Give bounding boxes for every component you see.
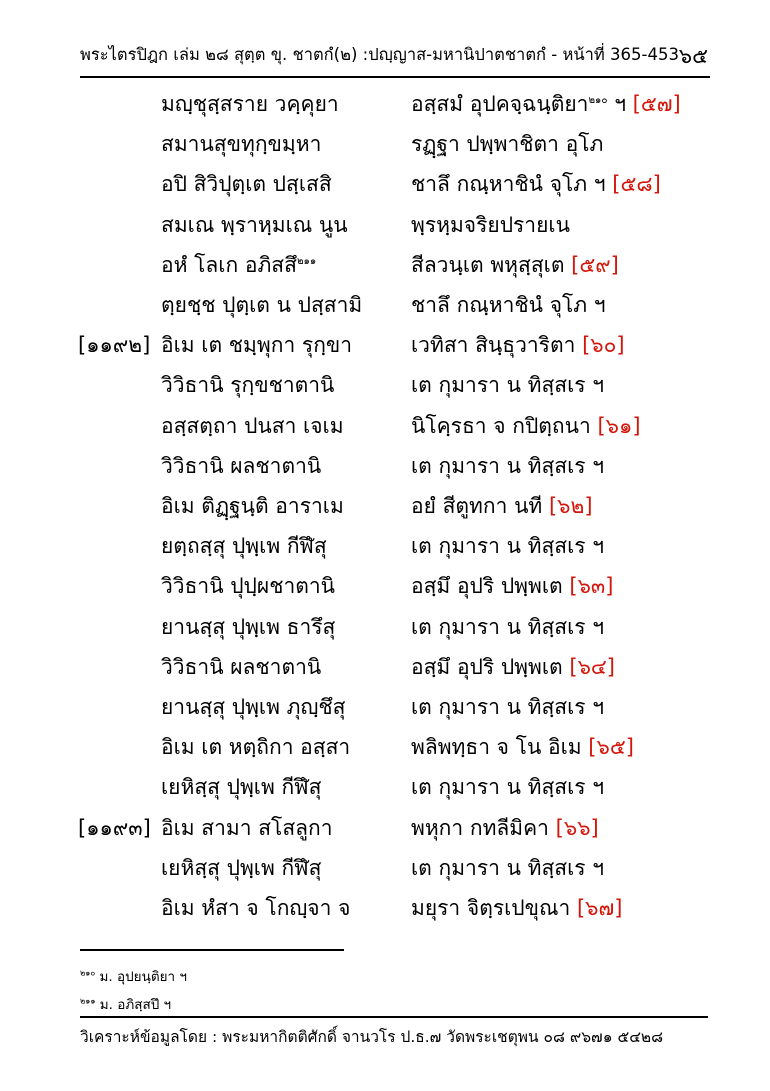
verse-first-half — [161, 771, 321, 804]
verse-second-half-text: สีลวนฺเต พหุสฺสุเต — [411, 252, 565, 277]
verse-first-half — [161, 209, 348, 242]
verse-number: [๖๖] — [555, 815, 599, 840]
verse-first-half — [161, 611, 335, 644]
verse-first-half-text: ยานสฺสุ ปุพฺเพ ภุญฺชึสุ — [161, 695, 346, 719]
verse-first-half-text: สมานสุขทุกฺขมฺหา — [161, 132, 322, 157]
footnote-mark: ๒๑๑ — [80, 996, 96, 1006]
verse-row — [0, 570, 770, 610]
verse-number: [๖๓] — [569, 574, 614, 599]
verse-second-half-text: พลิพทฺธา จ โน อิเม — [411, 735, 582, 760]
footnote-reference: ๒๑๐ — [588, 95, 608, 106]
verse-first-half-text: วิวิธานิ ปุปฺผชาตานิ — [161, 574, 336, 599]
verse-row — [0, 490, 770, 530]
verse-first-half-text: ยตฺถสฺสุ ปุพฺเพ กีฬึสุ — [161, 534, 327, 559]
header-title: พระไตรปิฎก เล่ม ๒๘ สุตฺต ขุ. ชาตกํ(๒) :ปญฺญาส-มหานิปาตชาตกํ - หน้าที่ 365-453 — [80, 45, 679, 64]
verse-second-half-text: รฏฺฐา ปพฺพาชิตา อุโภ — [411, 132, 604, 157]
verse-first-half-text: อสฺสตฺถา ปนสา เจเม — [161, 413, 344, 438]
verse-row — [0, 771, 770, 811]
verse-second-half — [411, 168, 661, 201]
verse-first-half — [161, 892, 350, 925]
verse-number: [๖๕] — [588, 735, 634, 760]
page-footer — [80, 1016, 708, 1048]
verse-first-half-text: อปิ สิวิปุตฺเต ปสฺเสสิ — [161, 172, 332, 197]
verse-row — [0, 731, 770, 771]
verse-row — [0, 369, 770, 409]
verse-second-half — [411, 410, 641, 443]
verse-number: [๖๐] — [582, 333, 625, 358]
verse-first-half — [161, 731, 350, 764]
verse-first-half — [161, 691, 345, 724]
verse-first-half — [161, 249, 316, 282]
verse-end-mark: ฯ — [607, 92, 626, 116]
verse-first-half-text: อหํ โลเก อภิสสึ — [161, 252, 297, 277]
verse-first-half — [161, 450, 321, 483]
footnote-item — [80, 993, 171, 1015]
page-number: ๖๕ — [678, 44, 708, 68]
verse-first-half-text: อิเม เต หตฺถิกา อสฺสา — [161, 735, 351, 760]
verse-first-half-text: อิเม สามา สโสลูกา — [161, 815, 333, 840]
verse-second-half — [411, 812, 599, 845]
verse-first-half-text: มญฺชุสฺสราย วคฺคุยา — [161, 92, 339, 116]
footnote-divider — [80, 949, 344, 951]
verse-first-half-text: วิวิธานิ ผลชาตานิ — [161, 453, 322, 478]
verse-second-half — [411, 289, 606, 322]
verse-row — [0, 852, 770, 892]
verse-first-half-text: เยหิสฺสุ ปุพฺเพ กีฬึสุ — [161, 775, 322, 800]
verse-row — [0, 530, 770, 570]
footer-text: วิเคราะห์ข้อมูลโดย : พระมหากิตติศักดิ์ จานวโร ป.ธ.๗ วัดพระเชตุพน ๐๘ ๙๖๗๑ ๕๔๒๘ — [80, 1028, 664, 1046]
verse-first-half — [161, 490, 344, 523]
verse-first-half — [161, 410, 344, 443]
verse-second-half — [411, 209, 570, 242]
verse-first-half-text: ตฺยชฺช ปุตฺเต น ปสฺสามิ — [161, 293, 363, 317]
footnote-item — [80, 965, 187, 987]
verse-second-half — [411, 128, 603, 161]
verse-first-half-text: อิเม หํสา จ โกญฺจา จ — [161, 896, 351, 920]
verse-second-half — [411, 530, 604, 563]
verse-row — [0, 651, 770, 691]
verse-second-half — [411, 88, 681, 121]
verse-first-half — [161, 530, 327, 563]
verse-number: [๖๑] — [597, 413, 641, 438]
verse-row — [0, 88, 770, 128]
verse-row — [0, 289, 770, 329]
verse-second-half — [411, 852, 604, 885]
verse-second-half-text: พหุกา กทลีมิคา — [411, 815, 549, 840]
verse-first-half — [161, 88, 339, 121]
verse-second-half-text: อสฺสมํ อุปคจฺฉนฺติยา — [411, 92, 589, 116]
verse-second-half — [411, 570, 613, 603]
verse-first-half-text: วิวิธานิ ผลชาตานิ — [161, 654, 322, 679]
paragraph-number: [๑๑๙๓] — [78, 815, 151, 840]
verse-row — [0, 691, 770, 731]
verse-row — [0, 128, 770, 168]
verse-first-half — [161, 168, 332, 201]
verse-number: [๖๔] — [569, 654, 615, 679]
verse-number: [๕๗] — [632, 92, 681, 116]
verse-second-half-text: นิโคฺรธา จ กปิตฺถนา — [411, 413, 591, 438]
verse-second-half-text: เต กุมารา น ทิสฺสเร ฯ — [411, 453, 605, 478]
footnote-text: ม. อุปยนฺติยา ฯ — [95, 969, 187, 985]
verse-second-half — [411, 450, 604, 483]
verse-second-half-text: เต กุมารา น ทิสฺสเร ฯ — [411, 855, 605, 880]
verse-second-half — [411, 369, 604, 402]
verse-first-half-text: เยหิสฺสุ ปุพฺเพ กีฬึสุ — [161, 855, 322, 880]
verse-second-half-text: อสฺมึ อุปริ ปพฺพเต — [411, 574, 563, 599]
verse-second-half-text: พฺรหฺมจริยปรายเน — [411, 212, 570, 237]
verse-first-half — [161, 128, 321, 161]
footnote-text: ม. อภิสฺสปึ ฯ — [95, 997, 172, 1013]
verse-row — [0, 329, 770, 369]
verse-first-half — [161, 651, 321, 684]
verse-second-half-text: เต กุมารา น ทิสฺสเร ฯ — [411, 695, 605, 719]
verse-row — [0, 611, 770, 651]
verse-second-half-text: อสฺมึ อุปริ ปพฺพเต — [411, 654, 563, 679]
verse-second-half-text: อยํ สีตูทกา นที — [411, 494, 543, 518]
footnote-reference: ๒๑๑ — [296, 255, 317, 267]
verse-number: [๕๘] — [612, 172, 661, 197]
verse-second-half — [411, 651, 615, 684]
verse-first-half — [161, 329, 352, 362]
verse-row — [0, 892, 770, 932]
verse-second-half-text: ชาลึ กณฺหาชินํ จุโภ ฯ — [411, 293, 606, 317]
verse-row — [0, 209, 770, 249]
verse-row — [0, 410, 770, 450]
verse-first-half — [161, 289, 362, 322]
verse-row — [0, 450, 770, 490]
verse-first-half-text: อิเม เต ชมฺพุกา รุกฺขา — [161, 333, 353, 358]
verse-second-half-text: เต กุมารา น ทิสฺสเร ฯ — [411, 614, 605, 639]
page-header — [80, 36, 710, 78]
verse-first-half-text: สมเณ พฺราหฺมเณ นูน — [161, 212, 348, 237]
verse-first-half-text: ยานสฺสุ ปุพฺเพ ธารึสุ — [161, 614, 336, 639]
verse-second-half-text: เต กุมารา น ทิสฺสเร ฯ — [411, 775, 605, 800]
verse-second-half-text: เต กุมารา น ทิสฺสเร ฯ — [411, 534, 605, 559]
verse-number: [๖๒] — [548, 494, 593, 518]
verse-row — [0, 168, 770, 208]
verse-first-half-text: อิเม ติฏฺฐนฺติ อาราเม — [161, 494, 344, 518]
verse-second-half — [411, 249, 619, 282]
verse-second-half — [411, 329, 625, 362]
verse-first-half — [161, 570, 335, 603]
verse-first-half — [161, 369, 334, 402]
verse-row — [0, 812, 770, 852]
verse-first-half — [161, 852, 321, 885]
verse-second-half — [411, 691, 604, 724]
verse-first-half-text: วิวิธานิ รุกฺขชาตานิ — [161, 373, 335, 398]
verse-second-half — [411, 771, 604, 804]
verse-second-half — [411, 611, 604, 644]
verse-number: [๕๙] — [571, 252, 619, 277]
verse-second-half — [411, 490, 593, 523]
verse-second-half-text: เต กุมารา น ทิสฺสเร ฯ — [411, 373, 605, 398]
verse-second-half — [411, 892, 622, 925]
verse-second-half-text: มยุรา จิตฺรเปขุณา — [411, 896, 571, 920]
paragraph-number: [๑๑๙๒] — [78, 333, 151, 358]
footnote-mark: ๒๑๐ — [80, 968, 96, 978]
verse-second-half-text: เวทิสา สินฺธุวาริตา — [411, 333, 576, 358]
verse-second-half — [411, 731, 634, 764]
verse-first-half — [161, 812, 333, 845]
verse-second-half-text: ชาลึ กณฺหาชินํ จุโภ ฯ — [411, 172, 606, 197]
verse-number: [๖๗] — [576, 896, 623, 920]
verse-row — [0, 249, 770, 289]
